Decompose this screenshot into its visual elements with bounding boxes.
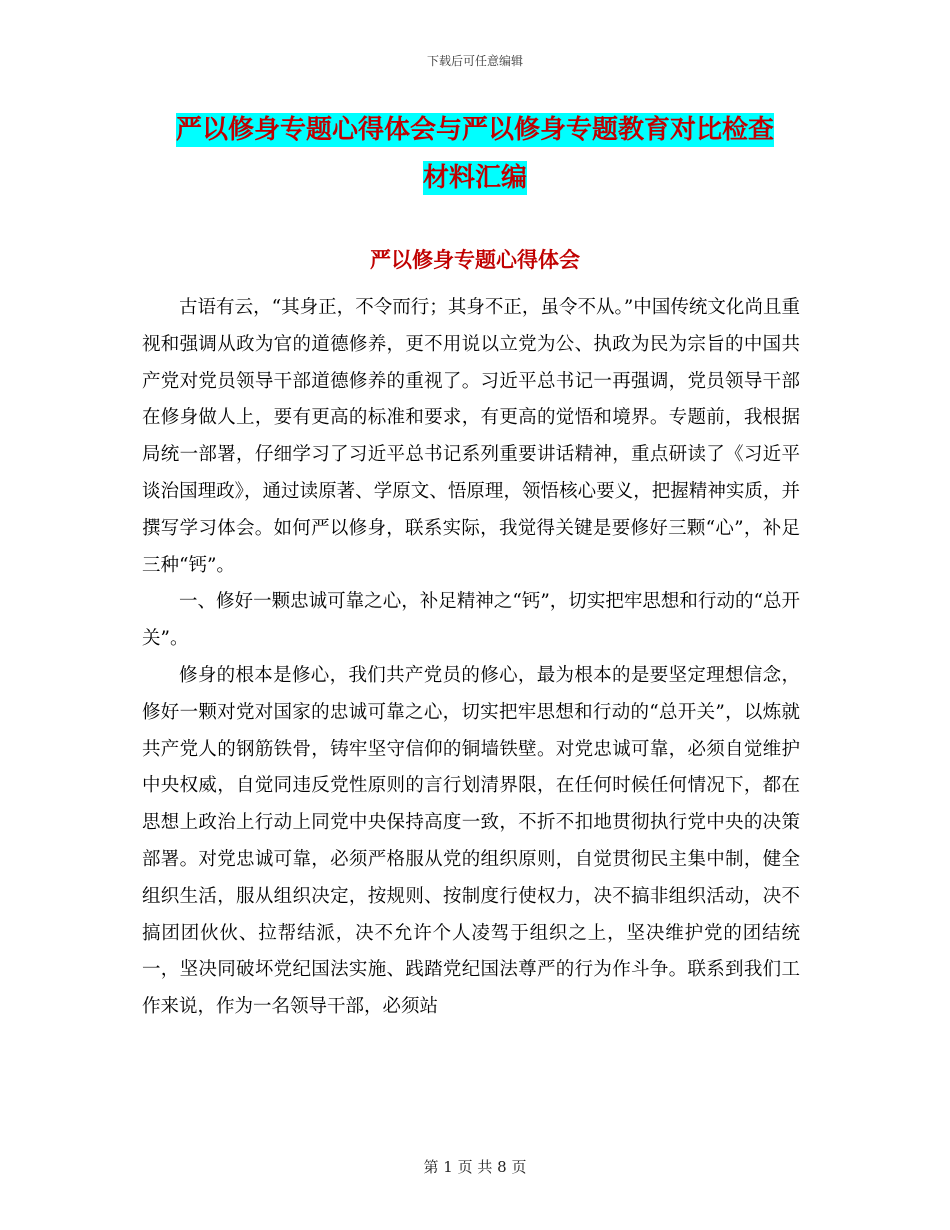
- paragraph-body-1: 修身的根本是修心，我们共产党员的修心，最为根本的是要坚定理想信念，修好一颗对党对国家的忠诚可靠之心，切实把牢思想和行动的“总开关”，以炼就共产党人的钢筋铁骨，铸牢坚守信仰的铜墙铁壁。对党忠诚可靠，必须自觉维护中央权威，自觉同违反党性原则的言行划清界限，在任何时候任何情况下，都在思想上政治上行动上同党中央保持高度一致，不折不扣地贯彻执行党中央的决策部署。对党忠诚可靠，必须严格服从党的组织原则，自觉贯彻民主集中制，健全组织生活，服从组织决定，按规则、按制度行使权力，决不搞非组织活动，决不搞团团伙伙、拉帮结派，决不允许个人凌驾于组织之上，坚决维护党的团结统一，坚决同破坏党纪国法实施、践踏党纪国法尊严的行为作斗争。联系到我们工作来说，作为一名领导干部，必须站: [142, 664, 800, 1018]
- document-title-line-2: 材料汇编: [422, 163, 527, 193]
- document-title: [0, 106, 950, 202]
- page-header: 下载后可任意编辑: [426, 54, 523, 68]
- document-title-line-1: 严以修身专题心得体会与严以修身专题教育对比检查: [175, 115, 774, 145]
- document-body: [142, 290, 800, 1026]
- paragraph-heading-1: 一、修好一颗忠诚可靠之心，补足精神之“钙”，切实把牢思想和行动的“总开关”。: [142, 591, 800, 650]
- paragraph-intro: 古语有云，“其身正，不令而行；其身不正，虽令不从。”中国传统文化尚且重视和强调从政为官的道德修养，更不用说以立党为公、执政为民为宗旨的中国共产党对党员领导干部道德修养的重视了。习近平总书记一再强调，党员领导干部在修身做人上，要有更高的标准和要求，有更高的觉悟和境界。专题前，我根据局统一部署，仔细学习了习近平总书记系列重要讲话精神，重点研读了《习近平谈治国理政》，通过读原著、学原文、悟原理，领悟核心要义，把握精神实质，并撰写学习体会。如何严以修身，联系实际，我觉得关键是要修好三颗“心”，补足三种“钙”。: [142, 297, 800, 576]
- page-footer: 第 1 页 共 8 页: [423, 1158, 527, 1176]
- section-title: 严以修身专题心得体会: [370, 248, 580, 272]
